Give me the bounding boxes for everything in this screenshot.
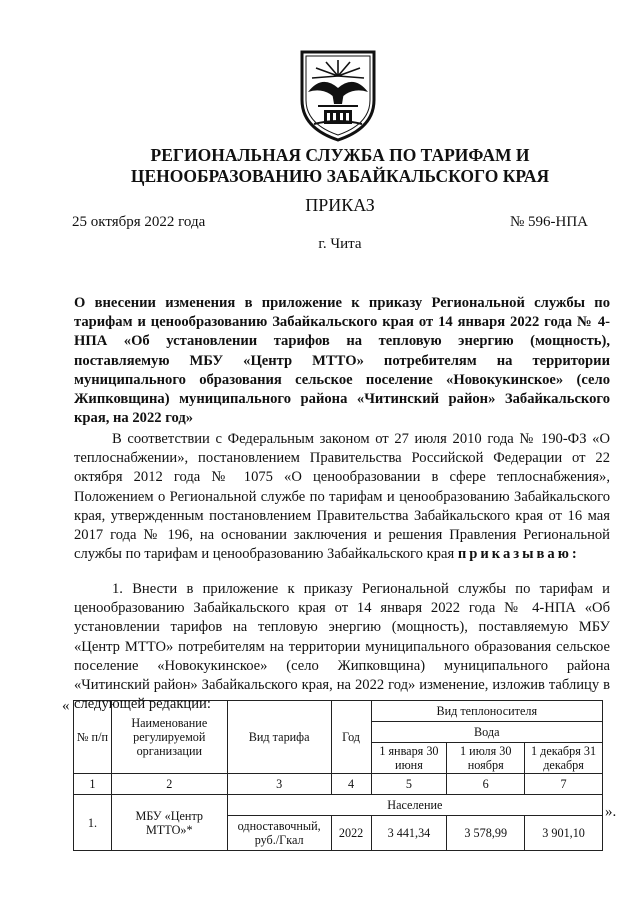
header-org: Наименование регулируемой организации (111, 701, 227, 774)
header-year: Год (331, 701, 371, 774)
header-period-1: 1 января 30 июня (371, 743, 447, 774)
document-date: 25 октября 2022 года (72, 214, 206, 230)
row-num: 1. (74, 795, 112, 851)
row-org: МБУ «Центр МТТО»* (111, 795, 227, 851)
document-type: ПРИКАЗ (305, 195, 375, 215)
row-tariff-type: одноставочный, руб./Гкал (227, 816, 331, 851)
row-value-2: 3 578,99 (447, 816, 525, 851)
document-title: О внесении изменения в приложение к приказу Региональной службы по тарифам и ценообразованию Забайкальского края от 14 января 2022 года № 4-НПА «Об установлении тарифов на тепловую энергию (мощность), поставляемую МБУ «Центр МТТО» потребителям на территории муниципального образования сельское поселение «Новокукинское» (село Жипковщина) муниципального района «Читинский район» Забайкальского края, на 2022 год» (74, 295, 610, 427)
quote-close: ». (605, 804, 617, 820)
header-num: № п/п (74, 701, 112, 774)
organization-name (60, 145, 620, 187)
preamble-text: В соответствии с Федеральным законом от 27 июля 2010 года № 190-ФЗ «О теплоснабжении», постановлением Правительства Российской Федерации от 22 октября 2012 года № 1075 «О ценообразовании в сфере теплоснабжения», Положением о Региональной службе по тарифам и ценообразованию Забайкальского края, утвержденным постановлением Правительства Забайкальского края от 16 мая 2017 года № 196, на основании заключения и решения Правления Региональной службы по тарифам и ценообразованию Забайкальского края (74, 431, 610, 563)
header-water: Вода (371, 722, 602, 743)
document-number: № 596-НПА (509, 214, 588, 230)
col-index: 3 (227, 774, 331, 795)
organization-name-line1: РЕГИОНАЛЬНАЯ СЛУЖБА ПО ТАРИФАМ И (150, 145, 530, 165)
group-population: Население (227, 795, 602, 816)
header-period-3: 1 декабря 31 декабря (525, 743, 603, 774)
col-index: 2 (111, 774, 227, 795)
col-index: 6 (447, 774, 525, 795)
col-index: 4 (331, 774, 371, 795)
document-city: г. Чита (318, 236, 362, 252)
col-index: 1 (74, 774, 112, 795)
col-index: 7 (525, 774, 603, 795)
header-carrier: Вид теплоносителя (371, 701, 602, 722)
organization-name-line2: ЦЕНООБРАЗОВАНИЮ ЗАБАЙКАЛЬСКОГО КРАЯ (130, 166, 550, 186)
header-tariff-type: Вид тарифа (227, 701, 331, 774)
order-word: приказываю: (457, 546, 580, 563)
preamble-paragraph (74, 430, 610, 564)
quote-open: « (62, 698, 70, 714)
tariff-table (73, 700, 603, 851)
row-year: 2022 (331, 816, 371, 851)
header-period-2: 1 июля 30 ноября (447, 743, 525, 774)
coat-of-arms-emblem (296, 48, 380, 142)
row-value-1: 3 441,34 (371, 816, 447, 851)
col-index: 5 (371, 774, 447, 795)
row-value-3: 3 901,10 (525, 816, 603, 851)
clause-1-paragraph: 1. Внести в приложение к приказу Региональной службы по тарифам и ценообразованию Забайкальского края от 14 января 2022 года № 4-НПА «Об установлении тарифов на тепловую энергию (мощность), поставляемую МБУ «Центр МТТО» потребителям на территории муниципального образования сельское поселение «Новокукинское» (село Жипковщина) муниципального района «Читинский район» Забайкальского края, на 2022 год» изменение, изложив таблицу в следующей редакции: (74, 581, 610, 713)
